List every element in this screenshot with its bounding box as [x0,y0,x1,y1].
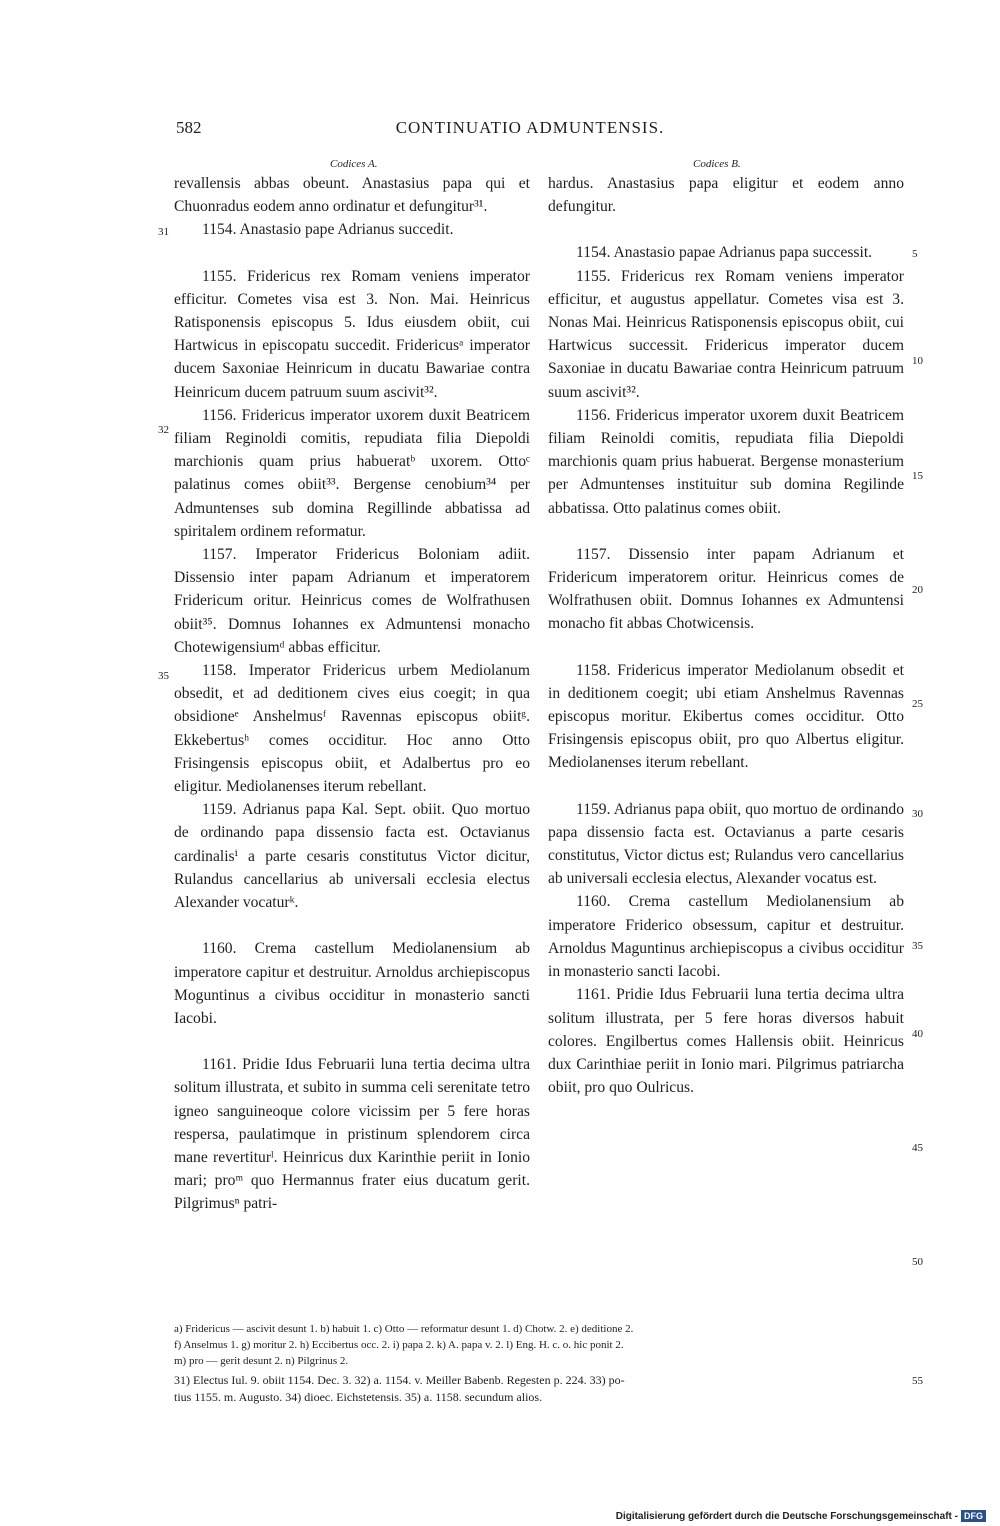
footnote-line: m) pro — gerit desunt 2. n) Pilgrinus 2. [174,1355,349,1368]
entry-1158: 1158. Fridericus imperator Mediolanum obsedit et in deditionem coegit; ubi etiam Anshelmus Ravennas episcopus moritur. Ekibertus comes occiditur. Otto Frisingensis episcopus obiit, pro quo Albertus eligitur. Mediolanenses iterum rebellant. [548,661,904,772]
entry-1159: 1159. Adrianus papa Kal. Sept. obiit. Quo mortuo de ordinando papa dissensio facta est. Octavianus cardinalisⁱ a parte cesaris constitutus Victor dicitur, Rulandus cancellarius ab universali ecclesia electus Alexander vocaturᵏ. [174,801,530,912]
line-number: 15 [912,470,923,482]
entry-1155: 1155. Fridericus rex Romam veniens imperator efficitur. Cometes visa est 3. Non. Mai. Heinricus Ratisponensis episcopus 5. Idus eiusdem obiit, cui Hartwicus in episcopatu succedit. Fridericusᵃ imperator ducem Saxoniae Heinricum in ducatu Bawariae contra Heinricum ducem patruum suum ascivit³². [174,267,530,401]
line-number: 5 [912,248,918,260]
footnote-line: a) Fridericus — ascivit desunt 1. b) habuit 1. c) Otto — reformatur desunt 1. d) Chotw. 2. e) deditione 2. [174,1323,634,1335]
footnote-line: f) Anselmus 1. g) moritur 2. h) Eccibertus occ. 2. i) papa 2. k) A. papa v. 2. l) Eng. H. c. o. hic ponit 2. [174,1339,624,1352]
banner-text: Digitalisierung gefördert durch die Deutsche Forschungsgemeinschaft - [615,1510,958,1522]
entry-1156: 1156. Fridericus imperator uxorem duxit Beatricem filiam Reginoldi comitis, repudiata filia Diepoldi marchionis quam prius habueratᵇ uxorem. Ottoᶜ palatinus comes obiit³³. Bergense cenobium³⁴ per Admuntenses sub domina Regillinde abbatissa ad spiritalem ordinem reformatur. [174,406,530,540]
entry-1160: 1160. Crema castellum Mediolanensium ab imperatore Friderico obsessum, capitur et destruitur. Arnoldus Maguntinus archiepiscopus a civibus occiditur in monasterio sancti Iacobi. [548,893,904,981]
entry-1161: 1161. Pridie Idus Februarii luna tertia decima ultra solitum illustrata, et subito in summa celi serenitate tetro igneo sanguineoque colore vicissim per 5 fere horas respersa, paulatimque in pristinum splendorem circa mane revertiturˡ. Heinricus dux Karinthie periit in Ionio mari; proᵐ quo Hermannus frater eius ducatum gerit. Pilgrimusⁿ patri- [174,1056,530,1213]
column-codices-b [548,172,904,1099]
entry-continuation: hardus. Anastasius papa eligitur et eodem anno defungitur. [548,175,904,216]
entry-1161: 1161. Pridie Idus Februarii luna tertia decima ultra solitum illustrata, per 5 fere horas diversos habuit colores. Engilbertus comes Hallensis obiit. Heinricus dux Carinthiae periit in Ionio mari. Pilgrimus patriarcha obiit, pro quo Oulricus. [548,986,904,1097]
line-number: 10 [912,355,923,367]
entry-1154: 1154. Anastasio papae Adrianus papa successit. [576,244,873,262]
source-note-line: 31) Electus Iul. 9. obiit 1154. Dec. 3. 32) a. 1154. v. Meiller Babenb. Regesten p. 224. 33) po- [174,1373,625,1387]
codices-b-heading: Codices B. [693,158,741,170]
column-codices-a [174,172,530,1216]
variant-footnotes [174,1321,914,1370]
line-number: 25 [912,698,923,710]
line-number: 45 [912,1142,923,1154]
line-number: 50 [912,1256,923,1268]
line-number: 35 [158,670,169,682]
codices-a-heading: Codices A. [330,158,378,170]
entry-1160: 1160. Crema castellum Mediolanensium ab imperatore capitur et destruitur. Arnoldus archiepiscopus Moguntinus a civibus occiditur in monasterio sancti Iacobi. [174,940,530,1027]
entry-1155: 1155. Fridericus rex Romam veniens imperator efficitur, et augustus appellatur. Cometes visa est 3. Nonas Mai. Heinricus Ratisponensis episcopus obiit, cui Hartwicus successit. Fridericus imperator ducem Saxoniae in ducatu Bawariae contra Heinricum patruum suum ascivit³². [548,267,904,401]
line-number: 32 [158,424,169,436]
entry-continuation: revallensis abbas obeunt. Anastasius papa qui et Chuonradus eodem anno ordinatur et defungitur³¹. [174,175,530,216]
line-number: 55 [912,1375,923,1387]
source-note-line: tius 1155. m. Augusto. 34) dioec. Eichstetensis. 35) a. 1158. secundum alios. [174,1390,543,1404]
line-number: 31 [158,226,169,238]
digitization-banner [616,1510,986,1522]
entry-1158: 1158. Imperator Fridericus urbem Mediolanum obsedit, et ad deditionem cives eius coegit; in qua obsidioneᵉ Anshelmusᶠ Ravennas episcopus obiitᵍ. Ekkebertusʰ comes occiditur. Hoc anno Otto Frisingensis episcopus obiit, et Adalbertus pro eo eligitur. Mediolanenses iterum rebellant. [174,662,530,796]
line-number: 35 [912,940,923,952]
running-head: CONTINUATIO ADMUNTENSIS. [395,118,665,137]
source-notes [174,1372,914,1406]
line-number: 40 [912,1028,923,1040]
line-number: 30 [912,808,923,820]
entry-1157: 1157. Imperator Fridericus Boloniam adiit. Dissensio inter papam Adrianum et imperatorem Fridericum oritur. Heinricus comes de Wolfrathusen obiit³⁵. Domnus Iohannes ex Admuntensi monacho Chotewigensiumᵈ abbas efficitur. [174,546,530,656]
page-number: 582 [176,118,202,137]
dfg-logo: DFG [961,1510,986,1522]
entry-1159: 1159. Adrianus papa obiit, quo mortuo de ordinando papa dissensio facta est. Octavianus a parte cesaris constitutus, Victor dictus est; Rulandus vero cancellarius ab universali ecclesia electus, Alexander vocatus est. [548,800,904,888]
entry-1156: 1156. Fridericus imperator uxorem duxit Beatricem filiam Reinoldi comitis, repudiata filia Diepoldi marchionis quam prius habuerat. Bergense monasterium per Admuntenses instituitur sub domina Regilinde abbatissa. Otto palatinus comes obiit. [548,406,904,517]
line-number: 20 [912,584,923,596]
entry-1154: 1154. Anastasio pape Adrianus succedit. [202,221,454,239]
entry-1157: 1157. Dissensio inter papam Adrianum et Fridericum imperatorem oritur. Heinricus comes de Wolfrathusen obiit. Domnus Iohannes ex Admuntensi monacho fit abbas Chotwicensis. [548,545,904,633]
